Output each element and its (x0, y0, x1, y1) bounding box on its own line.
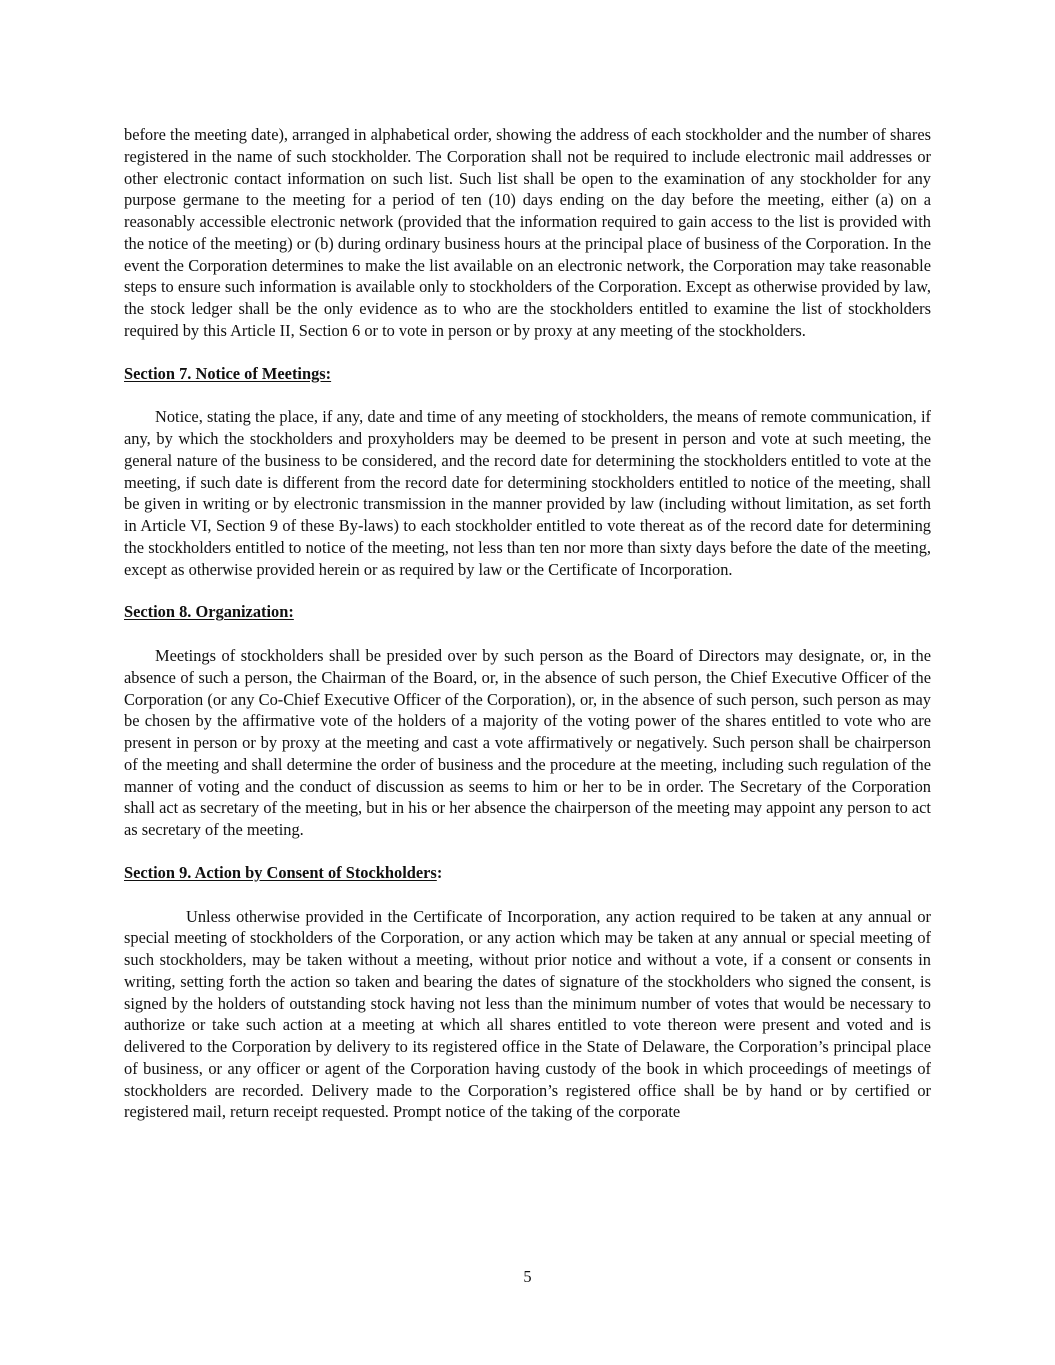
section-8-heading-text: Section 8. Organization: (124, 602, 294, 622)
section-9-body: Unless otherwise provided in the Certificate of Incorporation, any action required to be taken at any annual or special meeting of stockholders of the Corporation, or any action which may be taken at any annual or special meeting of such stockholders, may be taken without a meeting, without prior notice and without a vote, if a consent or consents in writing, setting forth the action so taken and bearing the dates of signature of the stockholders who signed the consent, is signed by the holders of outstanding stock having not less than the minimum number of votes that would be necessary to authorize or take such action at a meeting at which all shares entitled to vote thereon were present and voted and is delivered to the Corporation by delivery to its registered office in the State of Delaware, the Corporation’s principal place of business, or any officer or agent of the Corporation having custody of the book in which proceedings of meetings of stockholders are recorded. Delivery made to the Corporation’s registered office shall be by hand or by certified or registered mail, return receipt requested. Prompt notice of the taking of the corporate (124, 906, 931, 1122)
section-7-body: Notice, stating the place, if any, date and time of any meeting of stockholders, the means of remote communication, if any, by which the stockholders and proxyholders may be deemed to be present in person and vote at such meeting, the general nature of the business to be considered, and the record date for determining the stockholders entitled to vote at the meeting, if such date is different from the record date for determining stockholders entitled to notice of the meeting, shall be given in writing or by electronic transmission in the manner provided by law (including without limitation, as set forth in Article VI, Section 9 of these By-laws) to each stockholder entitled to vote thereat as of the record date for determining the stockholders entitled to notice of the meeting, not less than ten nor more than sixty days before the date of the meeting, except as otherwise provided herein or as required by law or the Certificate of Incorporation. (124, 407, 931, 579)
section-9-heading (124, 862, 931, 884)
section-9-heading-suffix: : (436, 862, 443, 882)
page-number: 5 (523, 1267, 532, 1286)
section-9-heading-text: Section 9. Action by Consent of Stockholders (124, 862, 437, 882)
continued-paragraph: before the meeting date), arranged in alphabetical order, showing the address of each stockholder and the number of shares registered in the name of such stockholder. The Corporation shall not be required to include electronic mail addresses or other electronic contact information on such list. Such list shall be open to the examination of any stockholder for any purpose germane to the meeting for a period of ten (10) days ending on the day before the meeting, either (a) on a reasonably accessible electronic network (provided that the information required to gain access to the list is provided with the notice of the meeting) or (b) during ordinary business hours at the principal place of business of the Corporation. In the event the Corporation determines to make the list available on an electronic network, the Corporation may take reasonable steps to ensure such information is available only to stockholders of the Corporation. Except as otherwise provided by law, the stock ledger shall be the only evidence as to who are the stockholders entitled to examine the list of stockholders required by this Article II, Section 6 or to vote in person or by proxy at any meeting of the stockholders. (124, 125, 931, 340)
section-7-heading (124, 363, 931, 385)
section-8-body: Meetings of stockholders shall be presided over by such person as the Board of Directors may designate, or, in the absence of such a person, the Chairman of the Board, or, in the absence of such person, the Chief Executive Officer of the Corporation (or any Co-Chief Executive Officer of the Corporation), or, in the absence of such person, such person as may be chosen by the affirmative vote of the holders of a majority of the voting power of the shares entitled to vote who are present in person or by proxy at the meeting and cast a vote affirmatively or negatively. Such person shall be chairperson of the meeting and shall determine the order of business and the procedure at the meeting, including such regulation of the manner of voting and the conduct of discussion as seems to him or her to be in order. The Secretary of the Corporation shall act as secretary of the meeting, but in his or her absence the chairperson of the meeting may appoint any person to act as secretary of the meeting. (124, 646, 931, 839)
section-8-heading (124, 601, 931, 623)
document-page (124, 124, 931, 1123)
section-7-heading-text: Section 7. Notice of Meetings: (124, 363, 332, 383)
